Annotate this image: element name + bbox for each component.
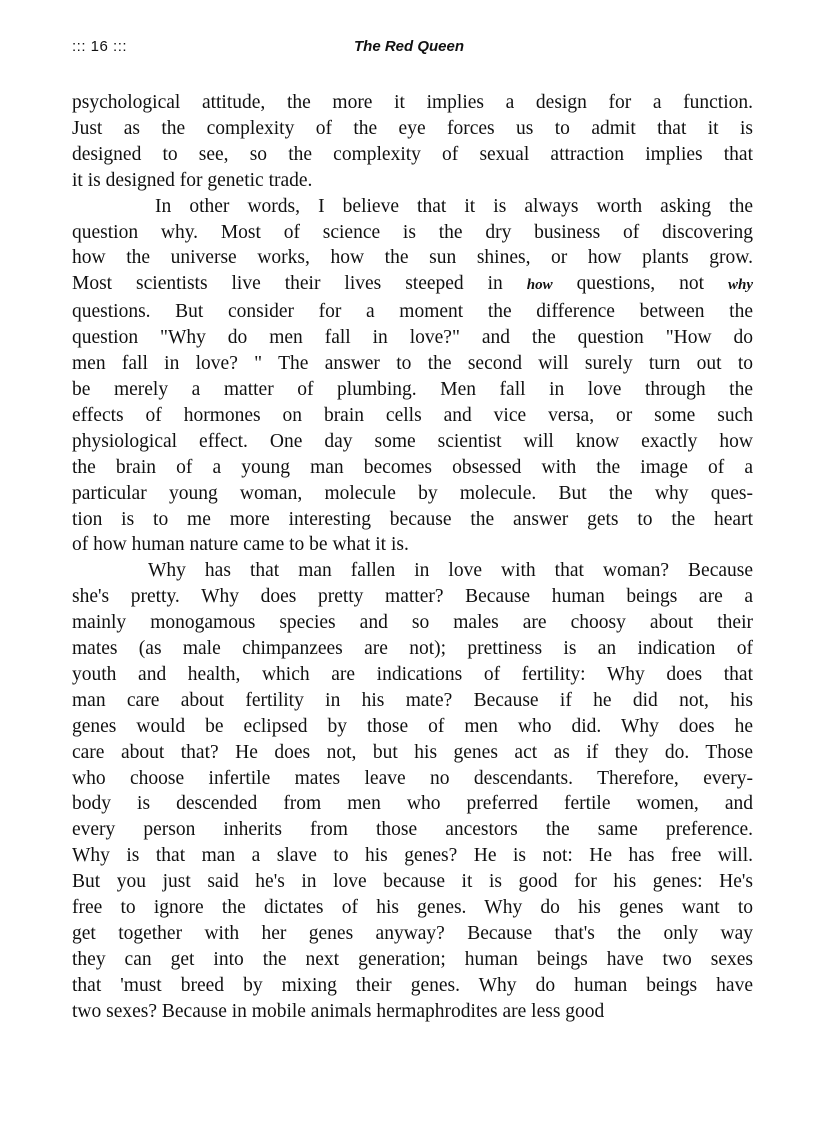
text-line: mates (as male chimpanzees are not); prettiness is an indication of (72, 638, 753, 660)
text-line: the brain of a young man becomes obsessed with the image of a (72, 456, 753, 478)
text-line: questions. But consider for a moment the difference between the (72, 301, 753, 323)
text-line: effects of hormones on brain cells and vice versa, or some such (72, 404, 753, 426)
text-line: of how human nature came to be what it is. (72, 534, 409, 556)
page-number: ::: 16 ::: (72, 38, 128, 55)
text-line-with-emphasis (72, 271, 753, 299)
paragraph-3 (72, 558, 753, 1024)
text-line: every person inherits from those ancestors the same preference. (72, 819, 753, 841)
text-line: Why is that man a slave to his genes? He is not: He has free will. (72, 845, 753, 867)
text-line: In other words, I believe that it is always worth asking the (155, 195, 753, 217)
emphasis-why: why (728, 277, 754, 294)
running-title: The Red Queen (354, 38, 465, 55)
text-line: be merely a matter of plumbing. Men fall in love through the (72, 378, 753, 400)
text-line: she's pretty. Why does pretty matter? Because human beings are a (72, 586, 753, 608)
paragraph-2 (72, 194, 753, 559)
text-line: man care about fertility in his mate? Because if he did not, his (72, 689, 753, 711)
text-line: question why. Most of science is the dry business of discovering (72, 221, 753, 243)
text-line: who choose infertile mates leave no descendants. Therefore, every- (72, 767, 753, 789)
text-line: genes would be eclipsed by those of men who did. Why does he (72, 715, 753, 737)
text-line: two sexes? Because in mobile animals hermaphrodites are less good (72, 1000, 605, 1022)
text-line: body is descended from men who preferred fertile women, and (72, 793, 753, 815)
text-line: it is designed for genetic trade. (72, 169, 313, 191)
text-line: that 'must breed by mixing their genes. Why do human beings have (72, 974, 753, 996)
paragraph-1 (72, 90, 753, 194)
text-line: But you just said he's in love because it is good for his genes: He's (72, 871, 753, 893)
text-line: get together with her genes anyway? Because that's the only way (72, 923, 753, 944)
text-line: Just as the complexity of the eye forces us to admit that it is (72, 117, 753, 139)
text-line: tion is to me more interesting because the answer gets to the heart (72, 508, 753, 530)
text-line: particular young woman, molecule by molecule. But the why ques- (72, 482, 753, 504)
text-line: men fall in love? " The answer to the second will surely turn out to (72, 353, 753, 375)
text-line: how the universe works, how the sun shines, or how plants grow. (72, 247, 753, 269)
text-line: mainly monogamous species and so males are choosy about their (72, 612, 753, 634)
text-line: free to ignore the dictates of his genes. Why do his genes want to (72, 897, 753, 919)
text-line: designed to see, so the complexity of sexual attraction implies that (72, 143, 753, 165)
text-line: physiological effect. One day some scientist will know exactly how (72, 430, 753, 452)
emphasis-how: how (526, 277, 553, 294)
body-text (72, 90, 753, 1025)
text-fragment: questions, not (576, 273, 705, 295)
text-line: Why has that man fallen in love with that woman? Because (148, 560, 753, 582)
text-line: care about that? He does not, but his genes act as if they do. Those (72, 741, 753, 763)
text-line: question "Why do men fall in love?" and the question "How do (72, 327, 753, 349)
page-header (72, 38, 744, 60)
text-line: they can get into the next generation; human beings have two sexes (72, 948, 753, 970)
text-line: psychological attitude, the more it implies a design for a function. (72, 92, 753, 113)
text-line: youth and health, which are indications of fertility: Why does that (72, 663, 753, 685)
text-fragment: Most scientists live their lives steeped in (72, 273, 503, 295)
